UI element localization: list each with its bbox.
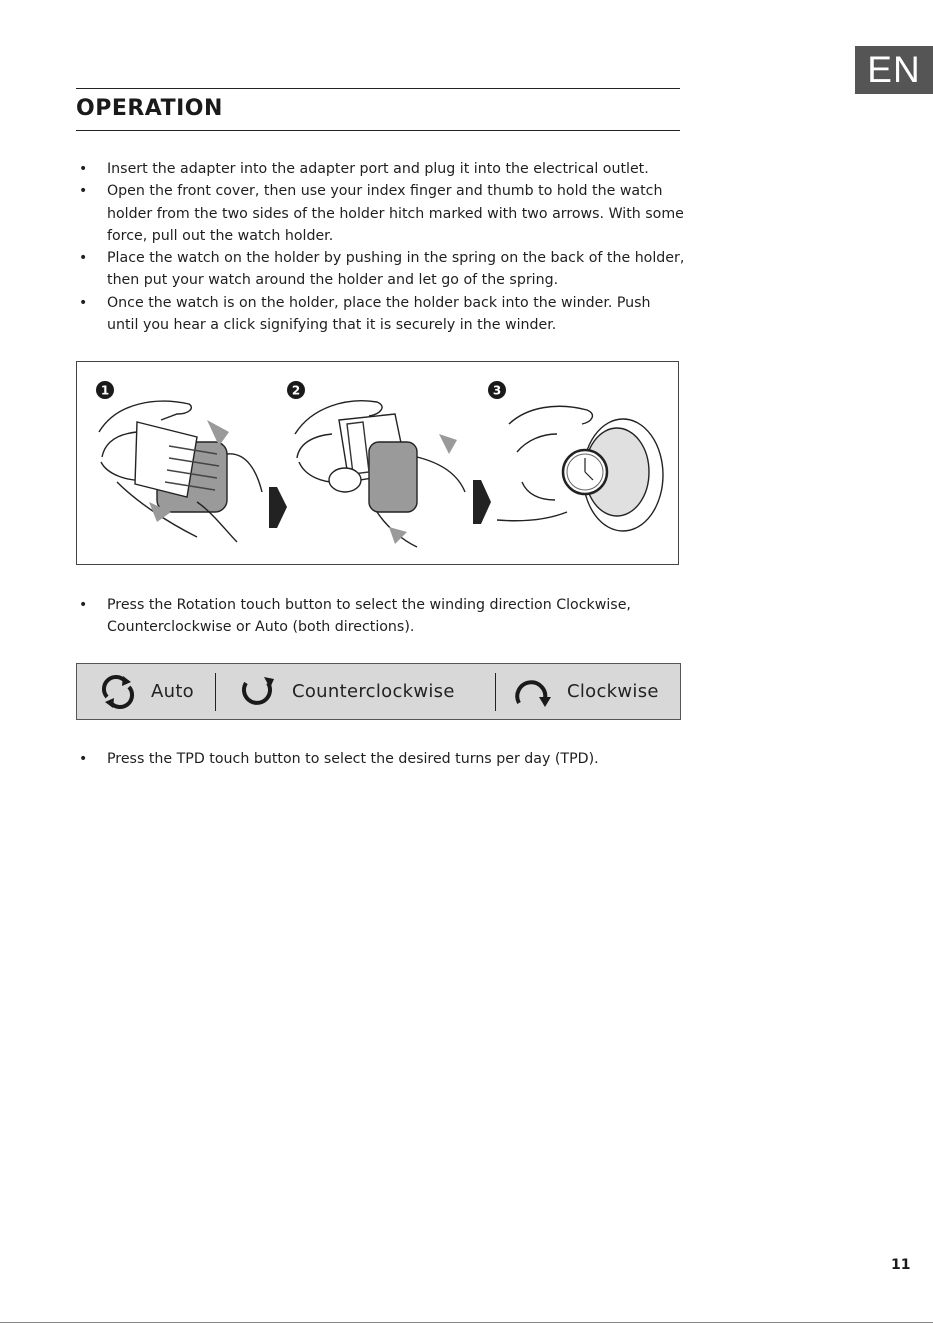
language-tab: EN xyxy=(855,46,933,94)
page-bottom-rule xyxy=(0,1322,933,1323)
section-title: OPERATION xyxy=(76,96,223,121)
mode-auto xyxy=(99,664,194,719)
counterclockwise-icon xyxy=(238,673,278,711)
auto-rotation-icon xyxy=(99,673,137,711)
step-badge-2 xyxy=(287,381,305,399)
list-item: • Once the watch is on the holder, place the holder back into the winder. Push until you hear a click signifying that it is securely in the winder. xyxy=(76,292,686,337)
next-step-arrow xyxy=(473,480,491,524)
page-number: 11 xyxy=(891,1257,911,1273)
mode-label: Clockwise xyxy=(567,681,659,702)
arrow-indicator xyxy=(439,434,457,454)
list-item: • Press the TPD touch button to select the desired turns per day (TPD). xyxy=(76,748,686,770)
instruction-list-tpd xyxy=(76,748,686,770)
step-number: 3 xyxy=(492,383,502,398)
steps-drawing xyxy=(77,362,678,564)
header-rule-top xyxy=(76,88,680,89)
rotation-mode-bar xyxy=(76,663,681,720)
step-badge-3 xyxy=(488,381,506,399)
holder-steps-illustration xyxy=(76,361,679,565)
list-item: • Insert the adapter into the adapter port and plug it into the electrical outlet. xyxy=(76,158,686,180)
clockwise-icon xyxy=(513,673,553,711)
list-item: • Press the Rotation touch button to select the winding direction Clockwise, Counterclockwise or Auto (both directions). xyxy=(76,594,686,639)
step-1-illustration xyxy=(99,401,262,542)
mode-divider xyxy=(495,673,496,711)
instruction-list-top xyxy=(76,158,686,336)
step-number: 2 xyxy=(291,383,301,398)
step-number: 1 xyxy=(100,383,110,398)
step-2-illustration xyxy=(295,401,465,547)
mode-clockwise xyxy=(513,664,659,719)
arrow-indicator xyxy=(389,527,407,544)
mode-counterclockwise xyxy=(238,664,455,719)
mode-divider xyxy=(215,673,216,711)
instruction-list-rotation xyxy=(76,594,686,639)
step-badge-1 xyxy=(96,381,114,399)
mode-label: Auto xyxy=(151,681,194,702)
header-rule-bottom xyxy=(76,130,680,131)
next-step-arrow xyxy=(269,487,287,528)
list-item: • Place the watch on the holder by pushing in the spring on the back of the holder, then put your watch around the holder and let go of the spring. xyxy=(76,247,686,292)
mode-label: Counterclockwise xyxy=(292,681,455,702)
list-item: • Open the front cover, then use your index finger and thumb to hold the watch holder from the two sides of the holder hitch marked with two arrows. With some force, pull out the watch holder. xyxy=(76,180,686,247)
